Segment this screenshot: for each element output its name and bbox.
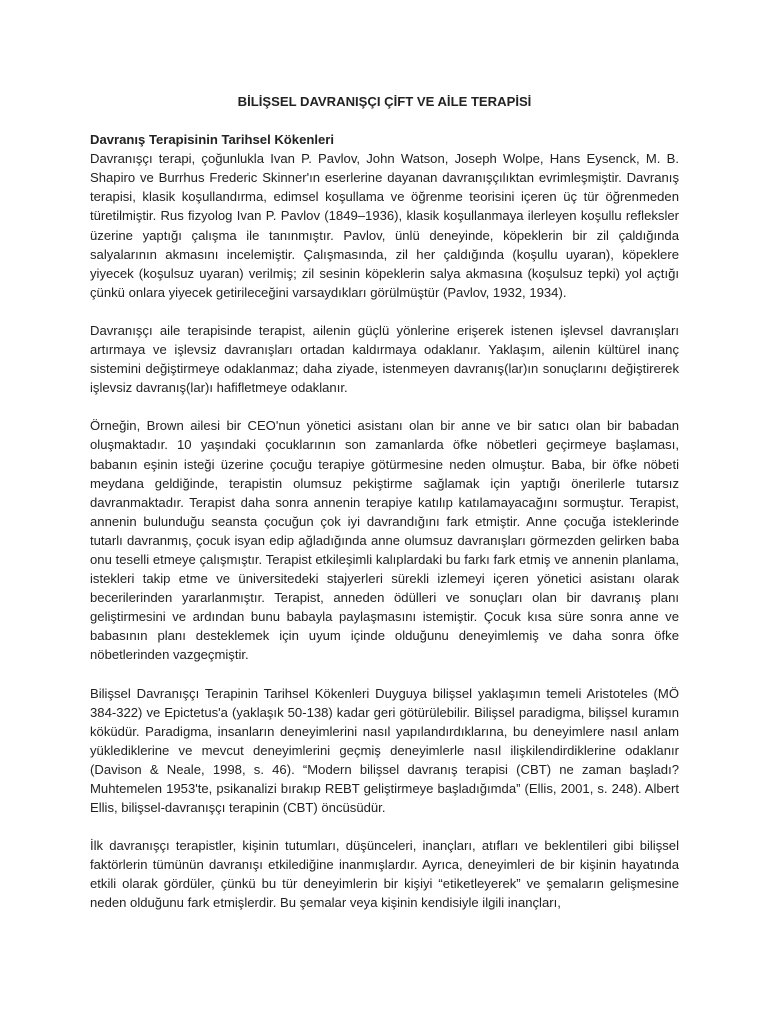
paragraph-3: Örneğin, Brown ailesi bir CEO'nun yönetici asistanı olan bir anne ve bir satıcı olan bir babadan oluşmaktadır. 10 yaşındaki çocuklarının son zamanlarda öfke nöbetleri geçirmeye başlaması, babanın eşinin isteği üzerine çocuğu terapiye götürmesine neden olmuştur. Baba, bir öfke nöbeti meydana geldiğinde, terapistin olumsuz pekiştirme sağlamak için yaptığı önerilerle tutarsız davranmaktadır. Terapist daha sonra annenin terapiye katılıp katılamayacağını sormuştur. Terapist, annenin bulunduğu seansta çocuğun çok iyi davrandığını fark etmiştir. Anne çocuğa isteklerinde tutarlı davranmış, çocuk isyan edip ağladığında anne olumsuz davranışları görmezden gelirken baba onu teselli etmeye çalışmıştır. Terapist etkileşimli kalıplardaki bu farkı fark etmiş ve annenin planlama, istekleri takip etme ve üniversitedeki stajyerleri sürekli izlemeyi içeren yönetici asistanı olarak becerilerinden yararlanmıştır. Terapist, anneden ödülleri ve sonuçları olan bir davranış planı geliştirmesini ve ardından bunu babayla paylaşmasını istemiştir. Çocuk kısa süre sonra anne ve babasının planı desteklemek için uyum içinde olduğunu deneyimlemiş ve daha sonra öfke nöbetlerinden vazgeçmiştir. — [90, 418, 679, 663]
paragraph-2: Davranışçı aile terapisinde terapist, ailenin güçlü yönlerine erişerek istenen işlevsel davranışları artırmaya ve işlevsiz davranışları ortadan kaldırmaya odaklanır. Yaklaşım, ailenin kültürel inanç sistemini değiştirmeye odaklanmaz; daha ziyade, istenmeyen davranış(lar)ın sonuçlarını değiştirerek işlevsiz davranış(lar)ı hafifletmeye odaklanır. — [90, 322, 679, 396]
section-heading: Davranış Terapisinin Tarihsel Kökenleri — [90, 132, 335, 148]
paragraph-5: İlk davranışçı terapistler, kişinin tutumları, düşünceleri, inançları, atıfları ve beklentileri gibi bilişsel faktörlerin tümünün davranışı etkilediğine inanmışlardır. Ayrıca, deneyimleri de bir kişinin hayatında etkili olarak gördüler, çünkü bu tür deneyimlerin bir kişiyi “etiketleyerek” ve şemaların gelişmesine neden olduğunu fark etmişlerdir. Bu şemalar veya kişinin kendisiyle ilgili inançları, — [90, 838, 679, 911]
paragraph-4: Bilişsel Davranışçı Terapinin Tarihsel Kökenleri Duyguya bilişsel yaklaşımın temeli Aristoteles (MÖ 384-322) ve Epictetus'a (yaklaşık 50-138) kadar geri götürülebilir. Bilişsel paradigma, bilişsel kuramın köküdür. Paradigma, insanların deneyimlerini nasıl yapılandırdıklarına, bu deneyimlere nasıl anlam yüklediklerine ve mevcut deneyimlerini geçmiş deneyimlerle nasıl ilişkilendirdiklerine odaklanır (Davison & Neale, 1998, s. 46). “Modern bilişsel davranış terapisi (CBT) ne zaman başladı? Muhtemelen 1953'te, psikanalizi bırakıp REBT geliştirmeye başladığımda” (Ellis, 2001, s. 248). Albert Ellis, bilişsel-davranışçı terapinin (CBT) öncüsüdür. — [90, 685, 679, 816]
paragraph-1: Davranışçı terapi, çoğunlukla Ivan P. Pavlov, John Watson, Joseph Wolpe, Hans Eysenck, M. B. Shapiro ve Burrhus Frederic Skinner'ın eserlerine dayanan davranışçılıktan evrimleşmiştir. Davranış terapisi, klasik koşullandırma, edimsel koşullama ve öğrenme teorisini içeren üç tür öğrenmeden türetilmiştir. Rus fizyolog Ivan P. Pavlov (1849–1936), klasik koşullanmaya ilerleyen koşullu refleksler üzerine yaptığı çalışma ile tanınmıştır. Pavlov, ünlü deneyinde, köpeklerin bir zil çaldığında salyalarının akmasını incelemiştir. Çalışmasında, zil her çaldığında (koşullu uyaran), köpeklere yiyecek (koşulsuz uyaran) verilmiş; zil sesinin köpeklerin salya akmasına (koşulsuz tepki) yol açtığı çünkü onlara yiyecek getirileceğini varsaydıkları görülmüştür (Pavlov, 1932, 1934). — [90, 151, 679, 300]
document-page — [90, 92, 679, 932]
document-title: BİLİŞSEL DAVRANIŞÇI ÇİFT VE AİLE TERAPİSİ — [237, 94, 532, 109]
